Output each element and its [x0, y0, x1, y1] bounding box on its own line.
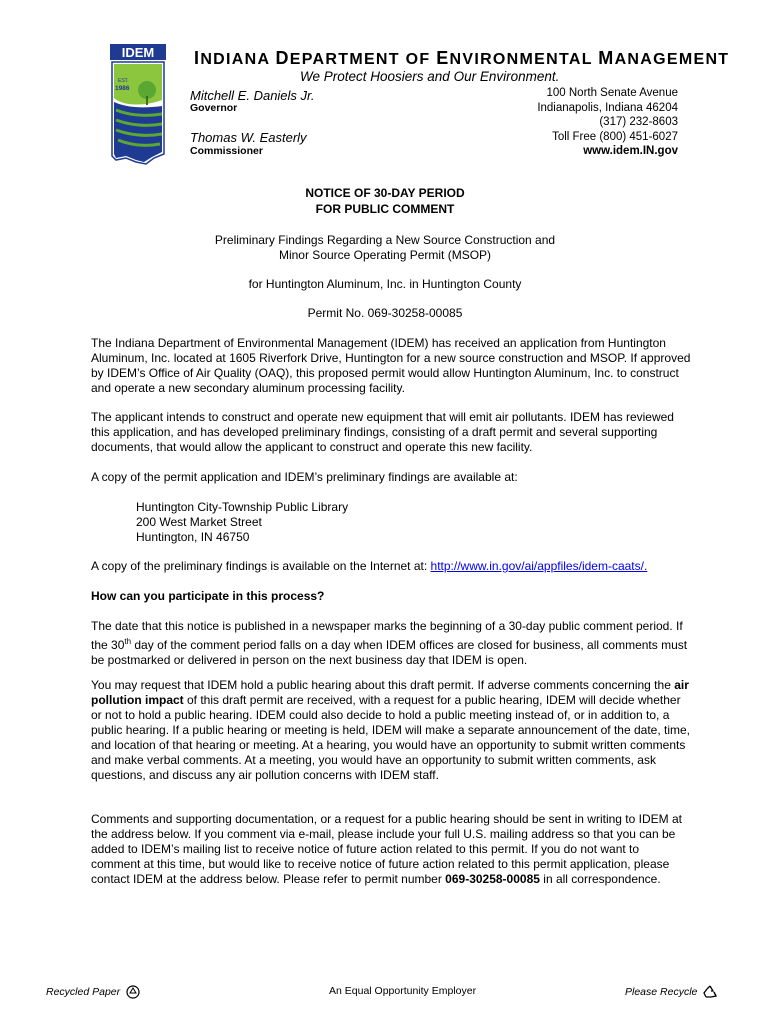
- governor-name: Mitchell E. Daniels Jr.: [190, 88, 315, 103]
- library-city: Huntington, IN 46750: [136, 530, 250, 544]
- participation-heading: How can you participate in this process?: [91, 589, 325, 603]
- footer-equal-opportunity: An Equal Opportunity Employer: [329, 985, 477, 997]
- paragraph-public-hearing: You may request that IDEM hold a public hearing about this draft permit. If adverse comments concerning the air pollution impact of this draft permit are received, with a request for a public hearing, IDEM will decide whether or not to hold a public hearing. IDEM could also decide to hold a public meeting instead of, or in addition to, a public hearing. If a public hearing or meeting is held, IDEM will make a separate announcement of the date, time, and location of that hearing or meeting. At a hearing, you would have an opportunity to submit written comments and make verbal comments. At a meeting, you would have an opportunity to submit written comments, ask questions, and discuss any air pollution concerns with IDEM staff.: [91, 678, 690, 782]
- idem-logo: [106, 44, 170, 166]
- notice-title-line2: FOR PUBLIC COMMENT: [315, 202, 455, 216]
- library-name: Huntington City-Township Public Library: [136, 500, 349, 514]
- footer-please-recycle: Please Recycle: [625, 985, 717, 999]
- paragraph-comments-submission: Comments and supporting documentation, or a request for a public hearing should be sent in writing to IDEM at the address below. If you comment via e-mail, please include your full U.S. mailing address so that you can be added to IDEM’s mailing list to receive notice of future action related to this permit. If you do not want to comment at this time, but would like to receive notice of future action related to this permit application, please contact IDEM at the address below. Please refer to permit number 069-30258-00085 in all correspondence.: [91, 812, 682, 886]
- governor-title: Governor: [190, 102, 238, 114]
- permit-number: Permit No. 069-30258-00085: [307, 306, 463, 320]
- address-city: Indianapolis, Indiana 46204: [537, 101, 678, 114]
- library-street: 200 West Market Street: [136, 515, 262, 529]
- findings-link[interactable]: http://www.in.gov/ai/appfiles/idem-caats/.: [430, 559, 648, 573]
- notice-subject-line1: Preliminary Findings Regarding a New Source Construction and: [214, 233, 556, 247]
- notice-title-line1: NOTICE OF 30-DAY PERIOD: [305, 186, 465, 200]
- agency-motto: We Protect Hoosiers and Our Environment.: [300, 69, 560, 84]
- notice-subject-line2: Minor Source Operating Permit (MSOP): [278, 248, 492, 262]
- paragraph-availability: A copy of the permit application and IDEM’s preliminary findings are available at:: [91, 470, 518, 484]
- logo-text: IDEM: [121, 45, 155, 60]
- agency-website[interactable]: www.idem.IN.gov: [583, 145, 678, 157]
- address-tollfree: Toll Free (800) 451-6027: [552, 130, 678, 143]
- paragraph-preliminary-findings: The applicant intends to construct and operate new equipment that will emit air pollutants. IDEM has reviewed this application, and has developed preliminary findings, consisting of a draft permit and several supporting documents, that would allow the applicant to construct and operate this new facility.: [91, 410, 674, 454]
- recycled-paper-icon: [126, 985, 140, 999]
- logo-year: 1986: [115, 85, 130, 92]
- commissioner-name: Thomas W. Easterly: [190, 130, 307, 145]
- agency-address: [537, 86, 678, 159]
- footer-recycled-paper: Recycled Paper: [46, 985, 140, 999]
- paragraph-comment-period: The date that this notice is published in a newspaper marks the beginning of a 30-day public comment period. If the 30th day of the comment period falls on a day when IDEM offices are closed for business, all comments must be postmarked or delivered in person on the next business day that IDEM is open.: [91, 619, 688, 667]
- recycle-icon: [703, 985, 717, 999]
- notice-for-line: for Huntington Aluminum, Inc. in Huntington County: [248, 277, 522, 291]
- agency-name: INDIANA DEPARTMENT OF ENVIRONMENTAL MANAGEMENT: [194, 48, 730, 68]
- commissioner-title: Commissioner: [190, 145, 263, 157]
- paragraph-internet: A copy of the preliminary findings is available on the Internet at: http://www.in.gov/ai/appfiles/idem-caats/.: [91, 559, 648, 573]
- address-phone: (317) 232-8603: [599, 116, 678, 128]
- logo-est: EST.: [118, 78, 129, 84]
- paragraph-application: The Indiana Department of Environmental Management (IDEM) has received an application from Huntington Aluminum, Inc. located at 1605 Riverfork Drive, Huntington for a new source construction and MSOP. If approved by IDEM’s Office of Air Quality (OAQ), this proposed permit would allow Huntington Aluminum, Inc. to construct and operate a new secondary aluminum processing facility.: [91, 336, 691, 395]
- address-street: 100 North Senate Avenue: [546, 87, 678, 99]
